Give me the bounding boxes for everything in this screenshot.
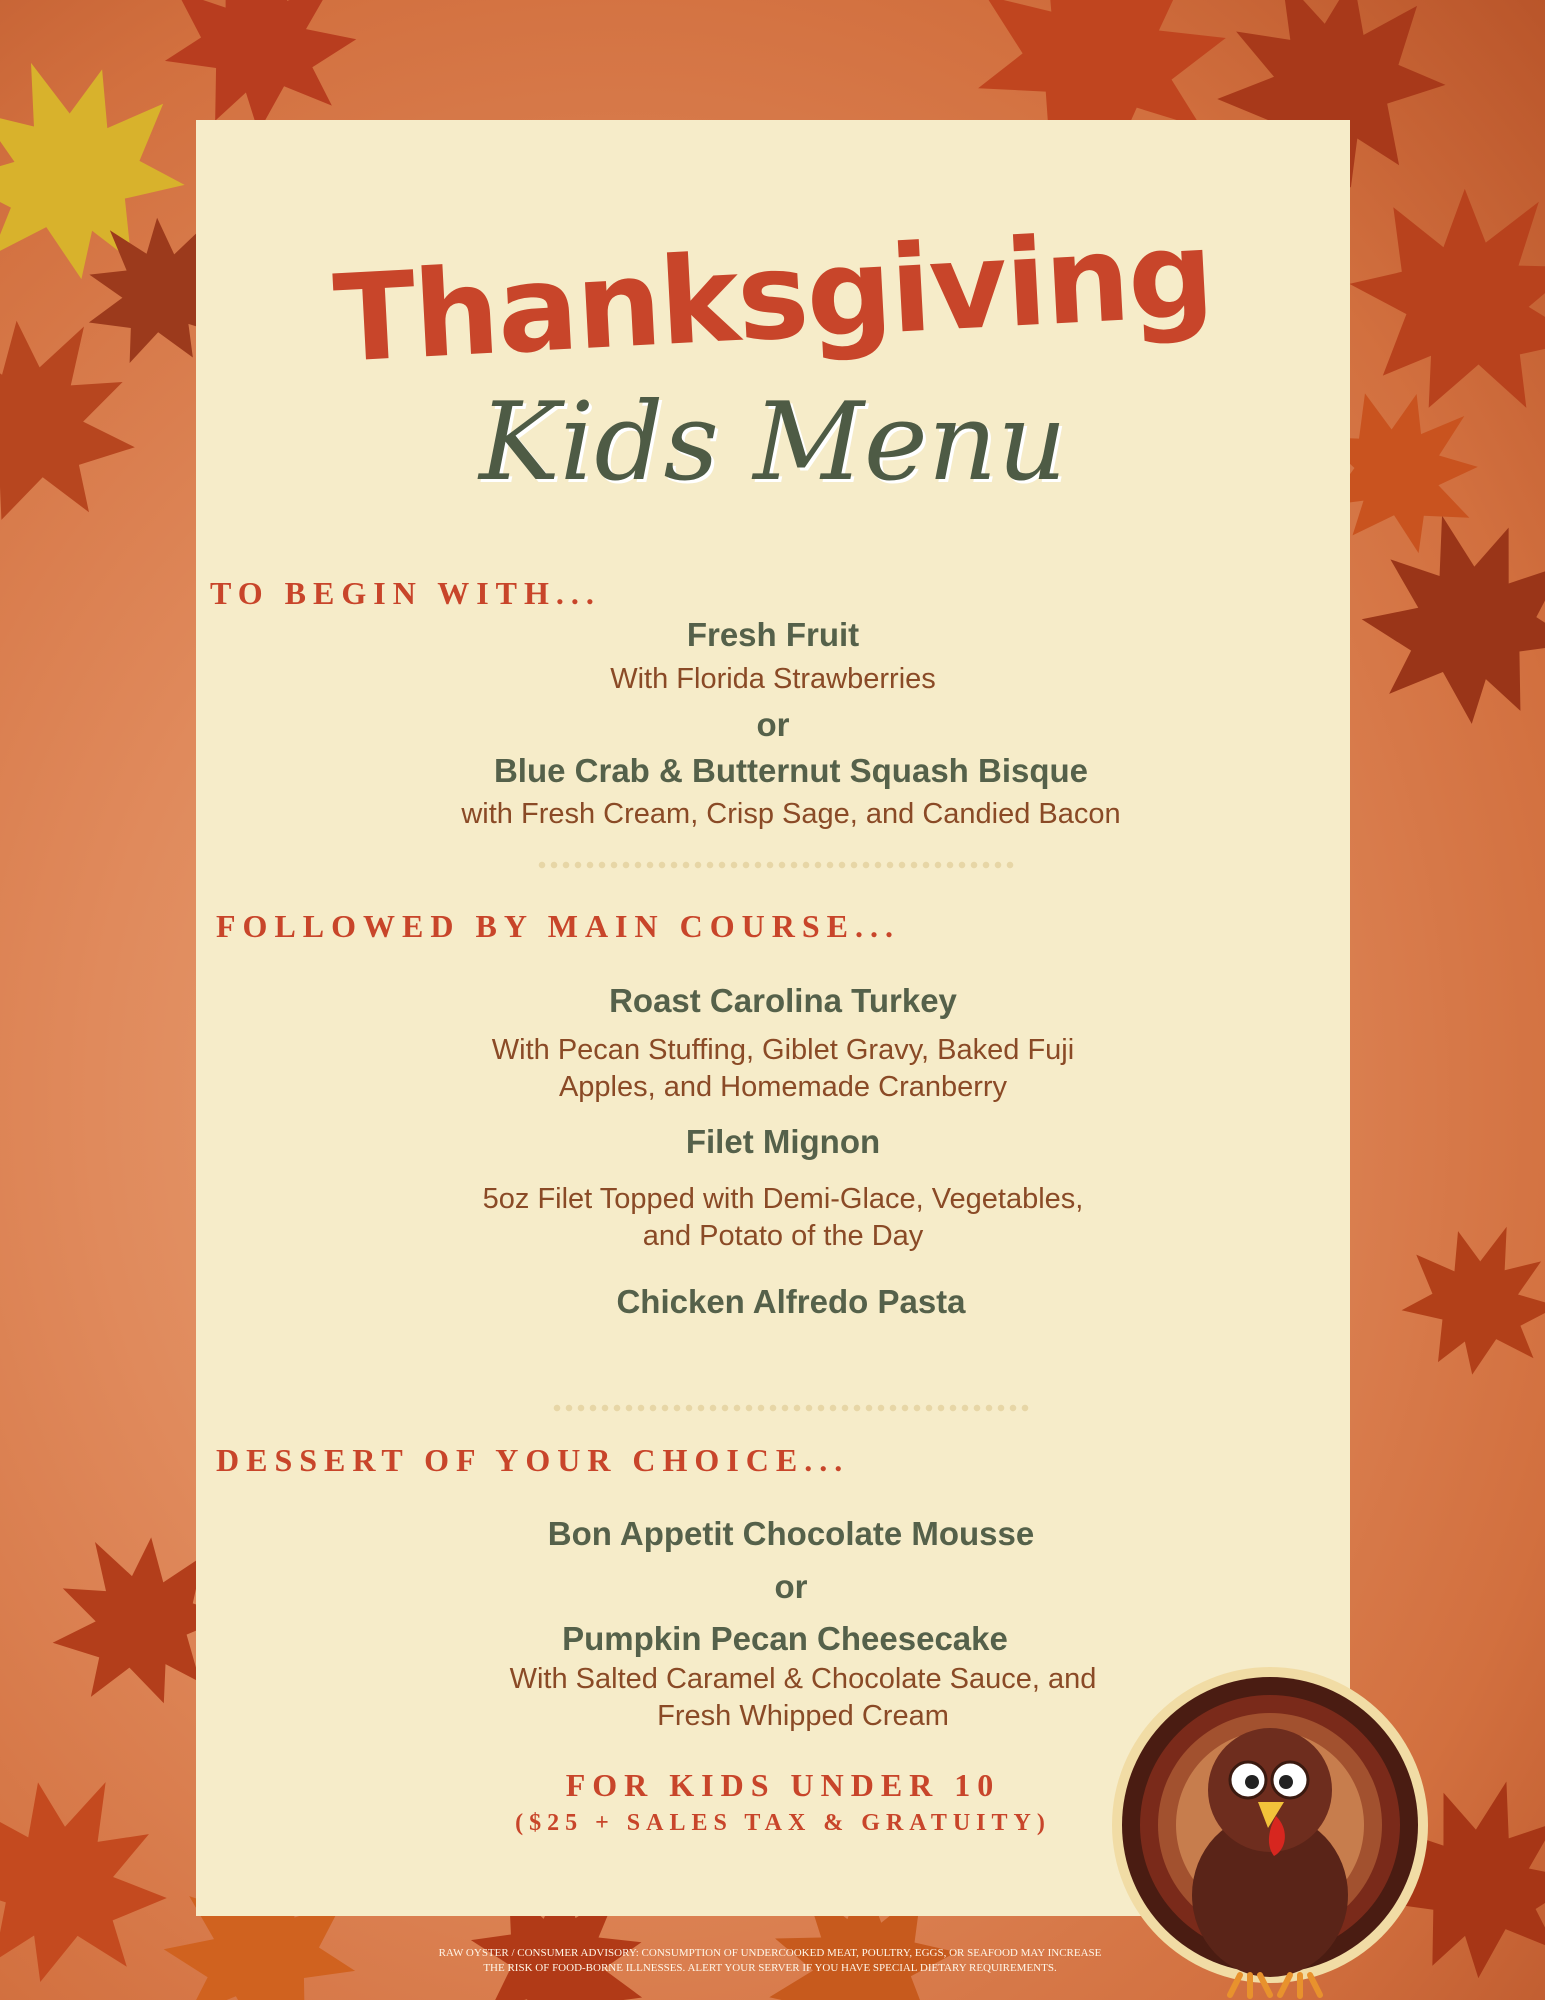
turkey-icon xyxy=(1090,1660,1450,2000)
menu-item xyxy=(206,982,1360,1020)
item-description: With Pecan Stuffing, Giblet Gravy, Baked Fuji Apples, and Homemade Cranberry xyxy=(491,1034,1075,1103)
item-description: With Salted Caramel & Chocolate Sauce, and Fresh Whipped Cream xyxy=(509,1663,1097,1732)
menu-card xyxy=(196,120,1350,1916)
dotted-divider xyxy=(536,861,1016,869)
menu-item xyxy=(214,1515,1368,1553)
item-description: 5oz Filet Topped with Demi-Glace, Vegetables, and Potato of the Day xyxy=(482,1183,1084,1252)
menu-item xyxy=(214,1283,1368,1321)
item-description: With Florida Strawberries xyxy=(610,663,936,695)
item-description: with Fresh Cream, Crisp Sage, and Candied Bacon xyxy=(461,798,1121,830)
menu-item xyxy=(208,1620,1362,1658)
menu-item xyxy=(214,752,1368,790)
item-name: Filet Mignon xyxy=(685,1123,881,1160)
menu-item xyxy=(196,616,1350,654)
dotted-divider xyxy=(551,1404,1031,1412)
item-name: Bon Appetit Chocolate Mousse xyxy=(547,1515,1035,1552)
menu-subtitle: Kids Menu xyxy=(479,380,1067,505)
menu-item xyxy=(206,1123,1360,1161)
item-name: Fresh Fruit xyxy=(686,616,860,653)
section-heading-begin: TO BEGIN WITH... xyxy=(210,575,601,611)
menu-title: Thanksgiving xyxy=(330,205,1216,390)
consumer-advisory: RAW OYSTER / CONSUMER ADVISORY: CONSUMPTION OF UNDERCOOKED MEAT, POULTRY, EGGS, OR SEAFOOD MAY INCREASE THE RISK OF FOOD-BORNE ILLNESSES. ALERT YOUR SERVER IF YOU HAVE SPECIAL DIETARY REQUIREMENTS. xyxy=(438,1947,1102,1974)
or-separator: or xyxy=(756,706,790,743)
price-note: ($25 + SALES TAX & GRATUITY) xyxy=(515,1810,1051,1836)
item-name: Blue Crab & Butternut Squash Bisque xyxy=(493,752,1089,789)
or-separator: or xyxy=(774,1568,808,1605)
item-name: Pumpkin Pecan Cheesecake xyxy=(562,1620,1008,1657)
item-name: Chicken Alfredo Pasta xyxy=(616,1283,966,1320)
section-heading-main: FOLLOWED BY MAIN COURSE... xyxy=(216,908,900,944)
item-name: Roast Carolina Turkey xyxy=(609,982,957,1019)
section-heading-dessert: DESSERT OF YOUR CHOICE... xyxy=(216,1442,850,1478)
kids-age-note: FOR KIDS UNDER 10 xyxy=(565,1767,1001,1803)
